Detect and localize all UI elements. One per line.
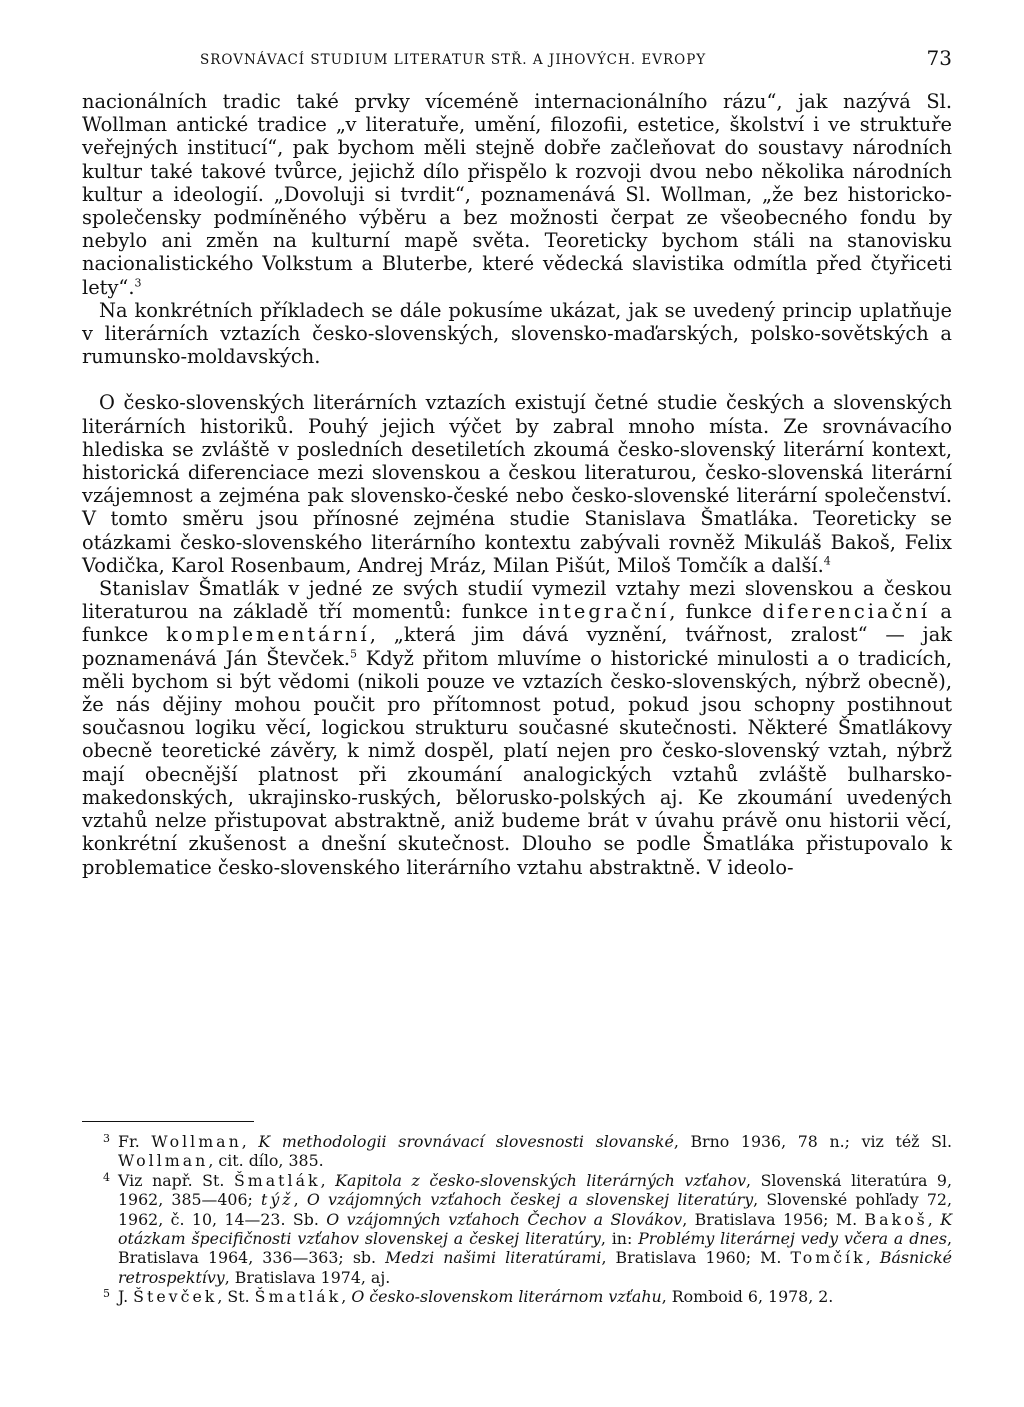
footnote-number: 3 [103,1132,110,1145]
paragraph-2: Na konkrétních příkladech se dále pokusíme ukázat, jak se uvedený princip uplatňuje v literárních vztazích česko-slovenských, slovensko-maďarských, polsko-sovětských a rumunsko-moldavských. [82,298,952,369]
footnote-3: 3 Fr. Wollman, K methodologii srovnávací slovesnosti slovanské, Brno 1936, 78 n.; viz též Sl. Wollman, cit. dílo, 385. [82,1132,952,1171]
paragraph-4: Stanislav Šmatlák v jedné ze svých studií vymezil vztahy mezi slovenskou a českou literaturou na základě tří momentů: funkce integrační, funkce diferenciační a funkce komplementární, „která jim dává vyznění, tvářnost, zralost“ — jak poznamenává Ján Števček.$^5$ Když přitom mluvíme o historické minulosti a o tradicích, měli bychom si být vědomi (nikoli pouze ve vztazích česko-slovenských, nýbrž obecně), že nás dějiny mohou poučit pro přítomnost potud, pokud jsou schopny postihnout současnou logiku věcí, logickou strukturu současné skutečnosti. Některé Šmatlákovy obecně teoretické závěry, k nimž dospěl, platí nejen pro česko-slovenský vztah, nýbrž mají obecnější platnost při zkoumání analogických vztahů zvláště bulharsko-makedonských, ukrajinsko-ruských, bělorusko-polských aj. Ke zkoumání uvedených vztahů nelze přistupovat abstraktně, aniž budeme brát v úvahu právě onu historii věcí, konkrétní zkušenost a dnešní skutečnost. Dlouho se podle Šmatláka přistupovalo k problematice česko-slovenského literárního vztahu abstraktně. V ideolo- [82,577,953,879]
paragraph-1: nacionálních tradic také prvky víceméně internacionálního rázu“, jak nazývá Sl. Wollman antické tradice „v literatuře, umění, filozofii, estetice, školství i ve struktuře veřejných institucí“, pak bychom měli stejně dobře začleňovat do soustavy národních kultur také takové tvůrce, jejichž dílo přispělo k rozvoji dvou nebo několika národních kultur a ideologií. „Dovoluji si tvrdit“, poznamenává Sl. Wollman, „že bez historicko-společensky podmíněného výběru a bez možnosti čerpat ze všeobecného fondu by nebylo ani změn na kulturní mapě světa. Teoreticky bychom stáli na stanovisku nacionalistického Volkstum a Bluterbe, které vědecká slavistika odmítla před čtyřiceti lety“.$^3$ [82,90,952,299]
spaced-term-diferenciacni: diferenciační [762,600,931,624]
footnote-divider [82,1121,254,1122]
footnote-5: 5 J. Števček, St. Šmatlák, O česko-slovenskom literárnom vzťahu, Romboid 6, 1978, 2. [82,1287,952,1306]
footnote-ref-3[interactable]: 3 [134,276,142,290]
footnote-number: 5 [103,1287,110,1301]
footnote-ref-4[interactable]: 4 [823,554,831,568]
footnotes [82,1132,952,1307]
footnote-ref-5[interactable]: 5 [349,647,357,661]
spaced-term-integracni: integrační [538,600,670,624]
spaced-term-komplementarni: komplementární [166,623,370,647]
paragraph-3: O česko-slovenských literárních vztazích existují četné studie českých a slovenských literárních historiků. Pouhý jejich výčet by zabral mnoho místa. Ze srovnávacího hlediska se zvláště v posledních desetiletích zkoumá česko-slovenský literární kontext, historická diferenciace mezi slovenskou a českou literaturou, česko-slovenská literární vzájemnost a zejména pak slovensko-české nebo česko-slovenské literární společenství. V tomto směru jsou přínosné zejména studie Stanislava Šmatláka. Teoreticky se otázkami česko-slovenského literárního kontextu zabývali rovněž Mikuláš Bakoš, Felix Vodička, Karol Rosenbaum, Andrej Mráz, Milan Pišút, Miloš Tomčík a další.$^4$ [82,391,952,577]
footnote-4: 4 Viz např. St. Šmatlák, Kapitola z česko-slovenských literárných vzťahov, Slovenská literatúra 9, 1962, 385—406; týž, O vzájomných vzťahoch českej a slovenskej literatúry, Slovenské pohľady 72, 1962, č. 10, 14—23. Sb. O vzájomných vzťahoch Čechov a Slovákov, Bratislava 1956; M. Bakoš, K otázkam špecifičnosti vzťahov slovenskej a českej literatúry, in: Problémy literárnej vedy včera a dnes, Bratislava 1964, 336—363; sb. Medzi našimi literatúrami, Bratislava 1960; M. Tomčík, Básnické retrospektívy, Bratislava 1974, aj. [82,1171,952,1287]
page-number: 73 [926,46,952,70]
page-header [82,48,952,78]
running-head: SROVNÁVACÍ STUDIUM LITERATUR STŘ. A JIHOVÝCH. EVROPY [200,52,707,68]
footnote-number: 4 [103,1170,110,1184]
body-text [82,90,952,879]
